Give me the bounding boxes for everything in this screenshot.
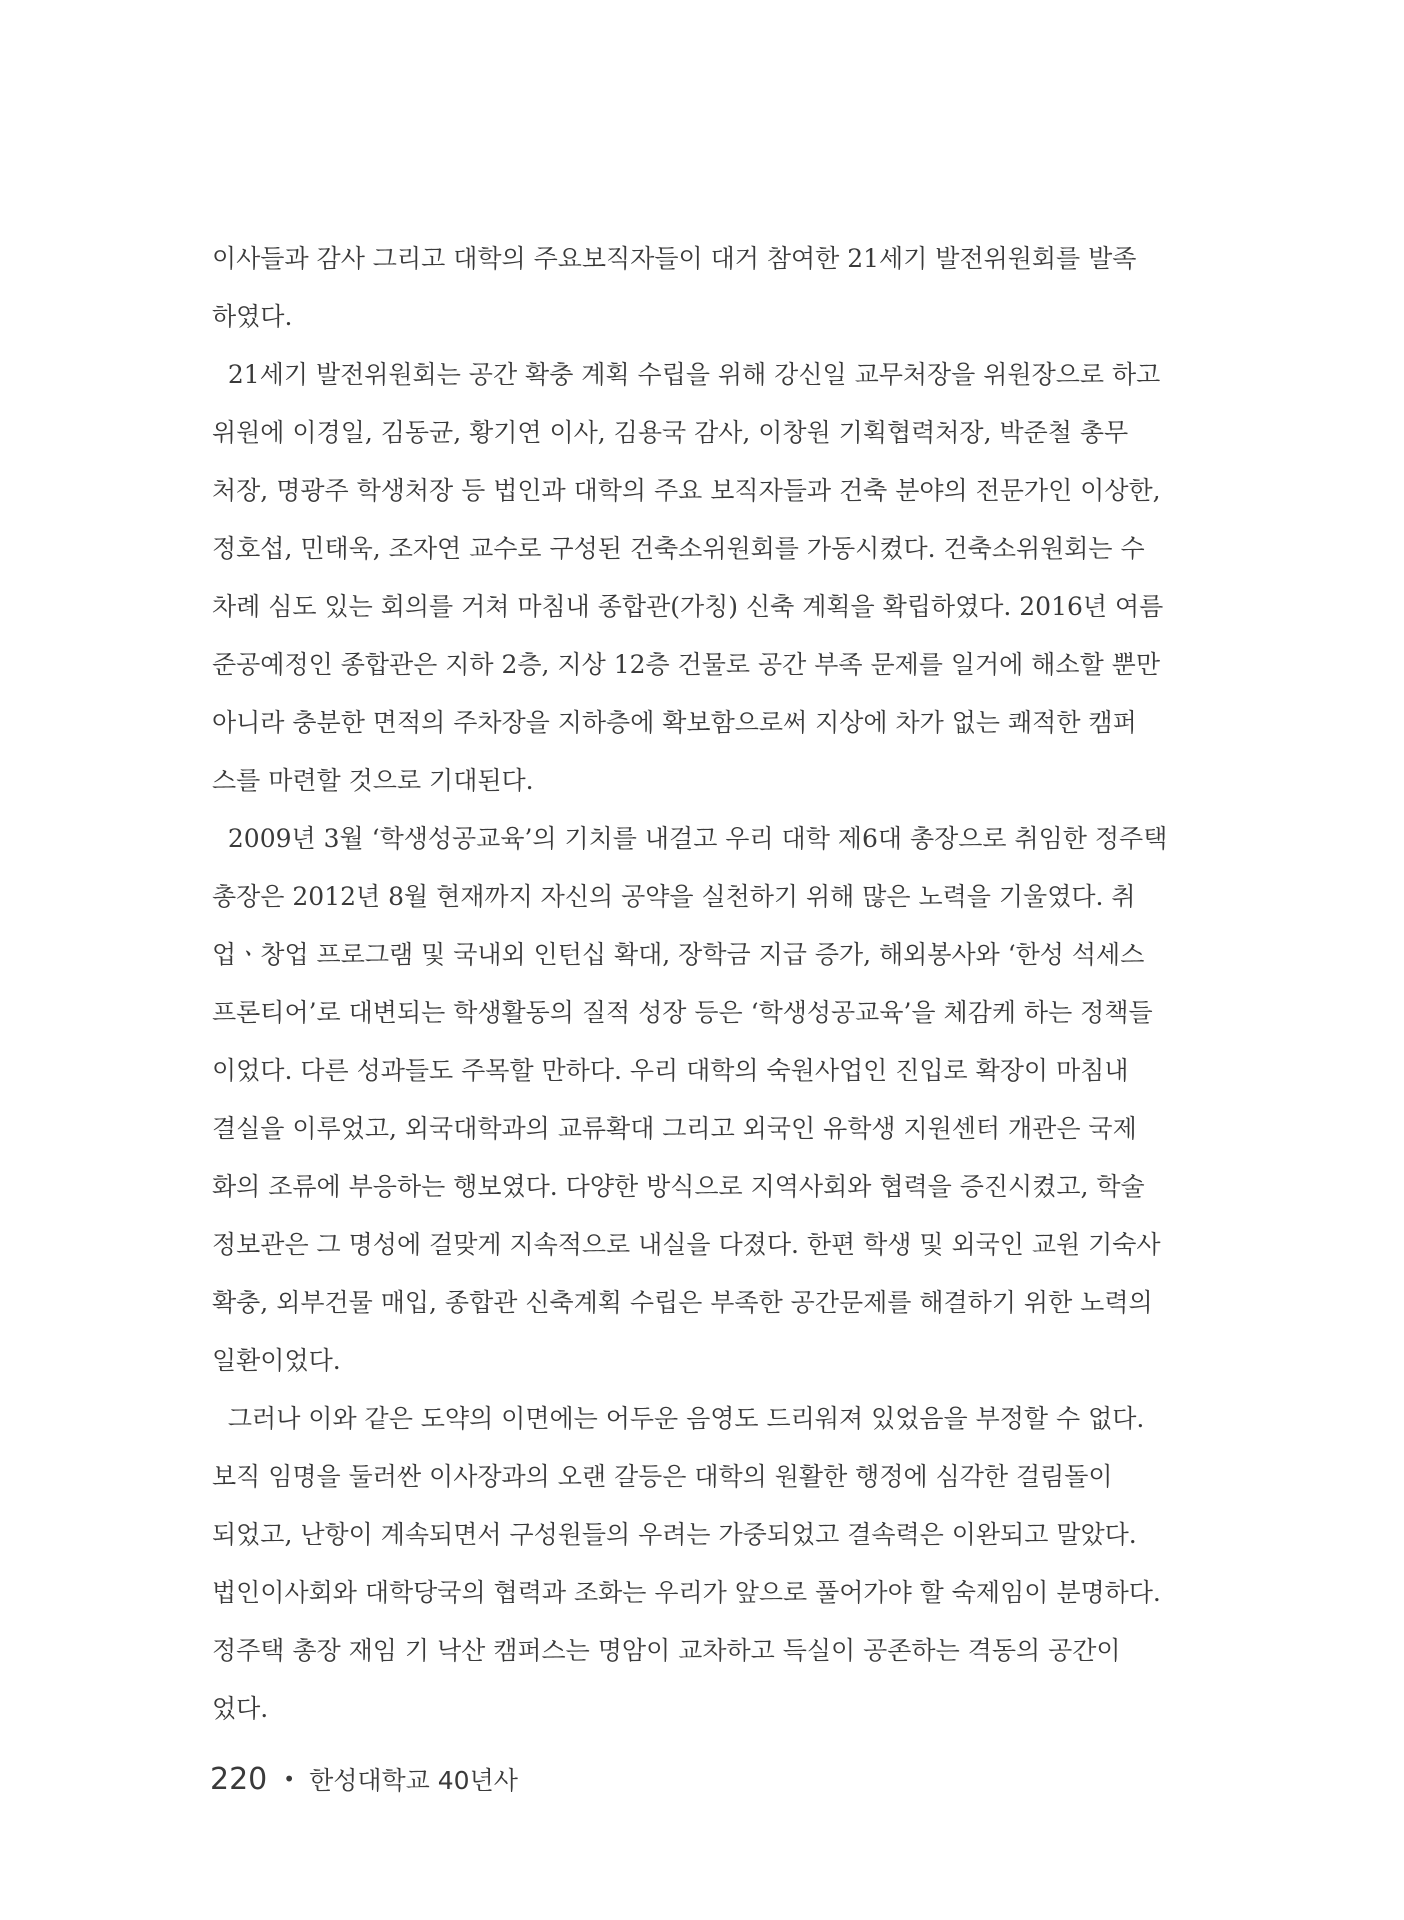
text-line: 프론티어’로 대변되는 학생활동의 질적 성장 등은 ‘학생성공교육’을 체감케 하는 정책들 xyxy=(212,998,1153,1027)
text-line: 정보관은 그 명성에 걸맞게 지속적으로 내실을 다졌다. 한편 학생 및 외국인 교원 기숙사 xyxy=(212,1230,1161,1259)
text-line: 화의 조류에 부응하는 행보였다. 다양한 방식으로 지역사회와 협력을 증진시켰고, 학술 xyxy=(212,1172,1145,1201)
text-line: 결실을 이루었고, 외국대학과의 교류확대 그리고 외국인 유학생 지원센터 개관은 국제 xyxy=(212,1114,1137,1143)
text-line: 확충, 외부건물 매입, 종합관 신축계획 수립은 부족한 공간문제를 해결하기 위한 노력의 xyxy=(212,1288,1153,1317)
text-line: 일환이었다. xyxy=(212,1346,341,1375)
text-line: 었다. xyxy=(212,1694,269,1723)
text-line: 2009년 3월 ‘학생성공교육’의 기치를 내걸고 우리 대학 제6대 총장으로 취임한 정주택 xyxy=(212,824,1168,853)
text-line: 하였다. xyxy=(212,302,293,331)
text-line: 정주택 총장 재임 기 낙산 캠퍼스는 명암이 교차하고 득실이 공존하는 격동의 공간이 xyxy=(212,1636,1121,1665)
text-line: 위원에 이경일, 김동균, 황기연 이사, 김용국 감사, 이창원 기획협력처장, 박준철 총무 xyxy=(212,418,1129,447)
text-line: 되었고, 난항이 계속되면서 구성원들의 우려는 가중되었고 결속력은 이완되고 말았다. xyxy=(212,1520,1137,1549)
text-line: 이사들과 감사 그리고 대학의 주요보직자들이 대거 참여한 21세기 발전위원회를 발족 xyxy=(212,244,1137,273)
page-footer xyxy=(210,1760,518,1800)
body-text xyxy=(212,230,1200,1738)
book-title: 한성대학교 40년사 xyxy=(309,1766,518,1795)
footer-bullet: • xyxy=(283,1767,296,1791)
text-line: 처장, 명광주 학생처장 등 법인과 대학의 주요 보직자들과 건축 분야의 전문가인 이상한, xyxy=(212,476,1161,505)
text-line: 21세기 발전위원회는 공간 확충 계획 수립을 위해 강신일 교무처장을 위원장으로 하고 xyxy=(212,360,1161,389)
text-line: 보직 임명을 둘러싼 이사장과의 오랜 갈등은 대학의 원활한 행정에 심각한 걸림돌이 xyxy=(212,1462,1113,1491)
text-line: 이었다. 다른 성과들도 주목할 만하다. 우리 대학의 숙원사업인 진입로 확장이 마침내 xyxy=(212,1056,1129,1085)
text-line: 법인이사회와 대학당국의 협력과 조화는 우리가 앞으로 풀어가야 할 숙제임이 분명하다. xyxy=(212,1578,1161,1607)
text-line: 스를 마련할 것으로 기대된다. xyxy=(212,766,534,795)
text-line: 차례 심도 있는 회의를 거쳐 마침내 종합관(가칭) 신축 계획을 확립하였다. 2016년 여름 xyxy=(212,592,1164,621)
text-line: 준공예정인 종합관은 지하 2층, 지상 12층 건물로 공간 부족 문제를 일거에 해소할 뿐만 xyxy=(212,650,1160,679)
text-line: 그러나 이와 같은 도약의 이면에는 어두운 음영도 드리워져 있었음을 부정할 수 없다. xyxy=(212,1404,1145,1433)
text-line: 아니라 충분한 면적의 주차장을 지하층에 확보함으로써 지상에 차가 없는 쾌적한 캠퍼 xyxy=(212,708,1137,737)
text-line: 총장은 2012년 8월 현재까지 자신의 공약을 실천하기 위해 많은 노력을 기울였다. 취 xyxy=(212,882,1136,911)
text-line: 정호섭, 민태욱, 조자연 교수로 구성된 건축소위원회를 가동시켰다. 건축소위원회는 수 xyxy=(212,534,1145,563)
page-number: 220 xyxy=(210,1762,268,1797)
text-line: 업ㆍ창업 프로그램 및 국내외 인턴십 확대, 장학금 지급 증가, 해외봉사와 ‘한성 석세스 xyxy=(212,940,1145,969)
